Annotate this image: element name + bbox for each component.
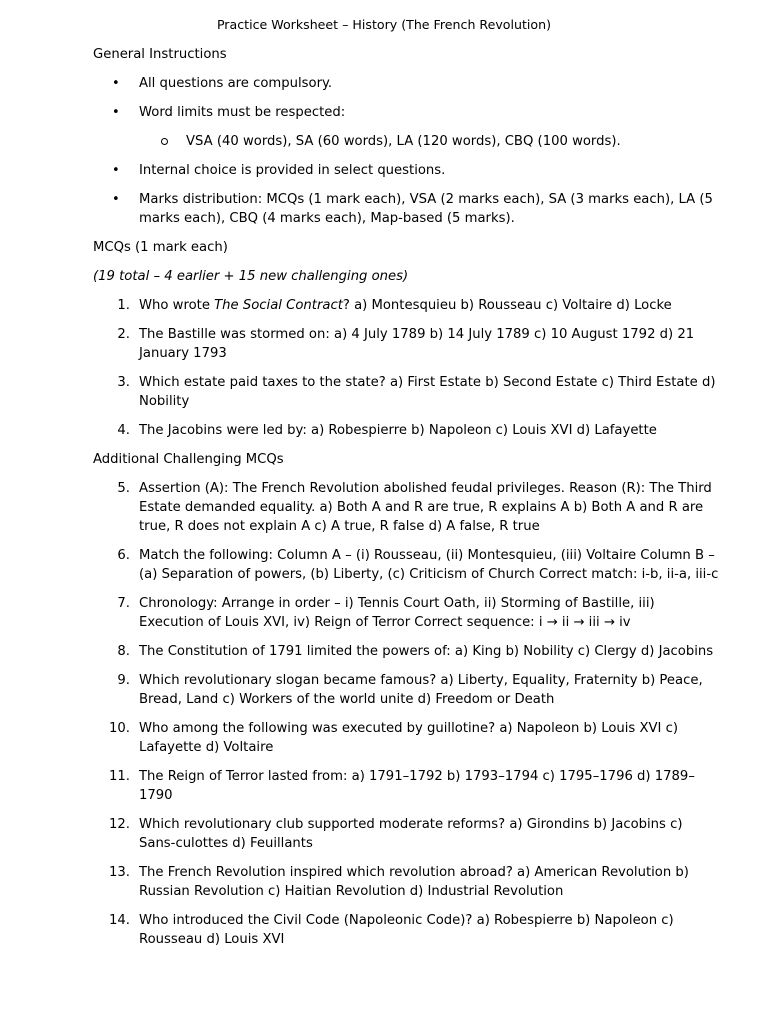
question-item	[93, 642, 723, 661]
mcq-heading: MCQs (1 mark each)	[93, 240, 228, 255]
question-number: 5.	[117, 481, 130, 496]
question-text: Which revolutionary slogan became famous? a) Liberty, Equality, Fraternity b) Peace, Bread, Land c) Workers of the world unite d) Freedom or Death	[139, 673, 703, 707]
question-text: The Reign of Terror lasted from: a) 1791–1792 b) 1793–1794 c) 1795–1796 d) 1789–1790	[139, 769, 695, 803]
instruction-item	[93, 103, 723, 151]
word-limits-list	[139, 132, 723, 151]
question-text: Who among the following was executed by guillotine? a) Napoleon b) Louis XVI c) Lafayette d) Voltaire	[139, 721, 679, 755]
question-number: 11.	[109, 769, 130, 784]
question-item	[93, 479, 723, 536]
bullet-icon: •	[112, 163, 120, 178]
general-instructions-heading: General Instructions	[93, 47, 227, 62]
question-item	[93, 767, 723, 805]
question-text: Chronology: Arrange in order – i) Tennis Court Oath, ii) Storming of Bastille, iii) Execution of Louis XVI, iv) Reign of Terror Correct sequence: i → ii → iii → iv	[139, 596, 655, 630]
question-text: Match the following: Column A – (i) Rousseau, (ii) Montesquieu, (iii) Voltaire Column B – (a) Separation of powers, (b) Liberty, (c) Criticism of Church Correct match: i-b, ii-a, iii-c	[139, 548, 719, 582]
question-item	[93, 863, 723, 901]
question-text: Which revolutionary club supported moderate reforms? a) Girondins b) Jacobins c) Sans-culottes d) Feuillants	[139, 817, 683, 851]
question-text: The Jacobins were led by: a) Robespierre b) Napoleon c) Louis XVI d) Lafayette	[139, 423, 657, 438]
word-limits-item	[139, 132, 723, 151]
question-item	[93, 815, 723, 853]
instruction-text: Word limits must be respected:	[139, 105, 346, 120]
question-number: 14.	[109, 913, 130, 928]
circle-bullet-icon	[161, 138, 168, 145]
question-number: 6.	[117, 548, 130, 563]
question-item	[93, 671, 723, 709]
question-item	[93, 911, 723, 949]
instruction-text: Internal choice is provided in select questions.	[139, 163, 446, 178]
question-number: 9.	[117, 673, 130, 688]
question-text: The French Revolution inspired which revolution abroad? a) American Revolution b) Russian Revolution c) Haitian Revolution d) Industrial Revolution	[139, 865, 689, 899]
bullet-icon: •	[112, 192, 120, 207]
question-item	[93, 296, 723, 315]
question-number: 3.	[117, 375, 130, 390]
question-text: Who wrote The Social Contract? a) Montesquieu b) Rousseau c) Voltaire d) Locke	[139, 298, 672, 313]
question-item	[93, 325, 723, 363]
instructions-list	[93, 74, 723, 228]
instruction-text: All questions are compulsory.	[139, 76, 333, 91]
question-item	[93, 421, 723, 440]
mcq-list	[93, 296, 723, 440]
question-text: Assertion (A): The French Revolution abolished feudal privileges. Reason (R): The Third Estate demanded equality. a) Both A and R are true, R explains A b) Both A and R are true, R does not explain A c) A true, R false d) A false, R true	[139, 481, 712, 534]
word-limits-text: VSA (40 words), SA (60 words), LA (120 words), CBQ (100 words).	[186, 134, 621, 149]
question-text: Who introduced the Civil Code (Napoleonic Code)? a) Robespierre b) Napoleon c) Rousseau d) Louis XVI	[139, 913, 674, 947]
question-number: 1.	[117, 298, 130, 313]
mcq-note: (19 total – 4 earlier + 15 new challenging ones)	[93, 269, 409, 284]
page-title: Practice Worksheet – History (The French Revolution)	[216, 17, 552, 32]
question-number: 12.	[109, 817, 130, 832]
instruction-item	[93, 190, 723, 228]
question-text: The Constitution of 1791 limited the powers of: a) King b) Nobility c) Clergy d) Jacobins	[139, 644, 714, 659]
instruction-text: Marks distribution: MCQs (1 mark each), VSA (2 marks each), SA (3 marks each), LA (5 marks each), CBQ (4 marks each), Map-based (5 marks).	[139, 192, 713, 226]
question-item	[93, 719, 723, 757]
question-number: 8.	[117, 644, 130, 659]
bullet-icon: •	[112, 105, 120, 120]
question-item	[93, 594, 723, 632]
additional-mcq-list	[93, 479, 723, 949]
question-number: 2.	[117, 327, 130, 342]
worksheet-content	[93, 45, 723, 959]
question-text: Which estate paid taxes to the state? a) First Estate b) Second Estate c) Third Estate d) Nobility	[139, 375, 716, 409]
bullet-icon: •	[112, 76, 120, 91]
question-number: 10.	[109, 721, 130, 736]
instruction-item	[93, 161, 723, 180]
question-number: 7.	[117, 596, 130, 611]
question-item	[93, 546, 723, 584]
instruction-item	[93, 74, 723, 93]
question-number: 4.	[117, 423, 130, 438]
question-item	[93, 373, 723, 411]
question-number: 13.	[109, 865, 130, 880]
book-title: The Social Contract	[214, 298, 343, 313]
additional-mcq-heading: Additional Challenging MCQs	[93, 452, 284, 467]
question-text: The Bastille was stormed on: a) 4 July 1789 b) 14 July 1789 c) 10 August 1792 d) 21 January 1793	[139, 327, 695, 361]
